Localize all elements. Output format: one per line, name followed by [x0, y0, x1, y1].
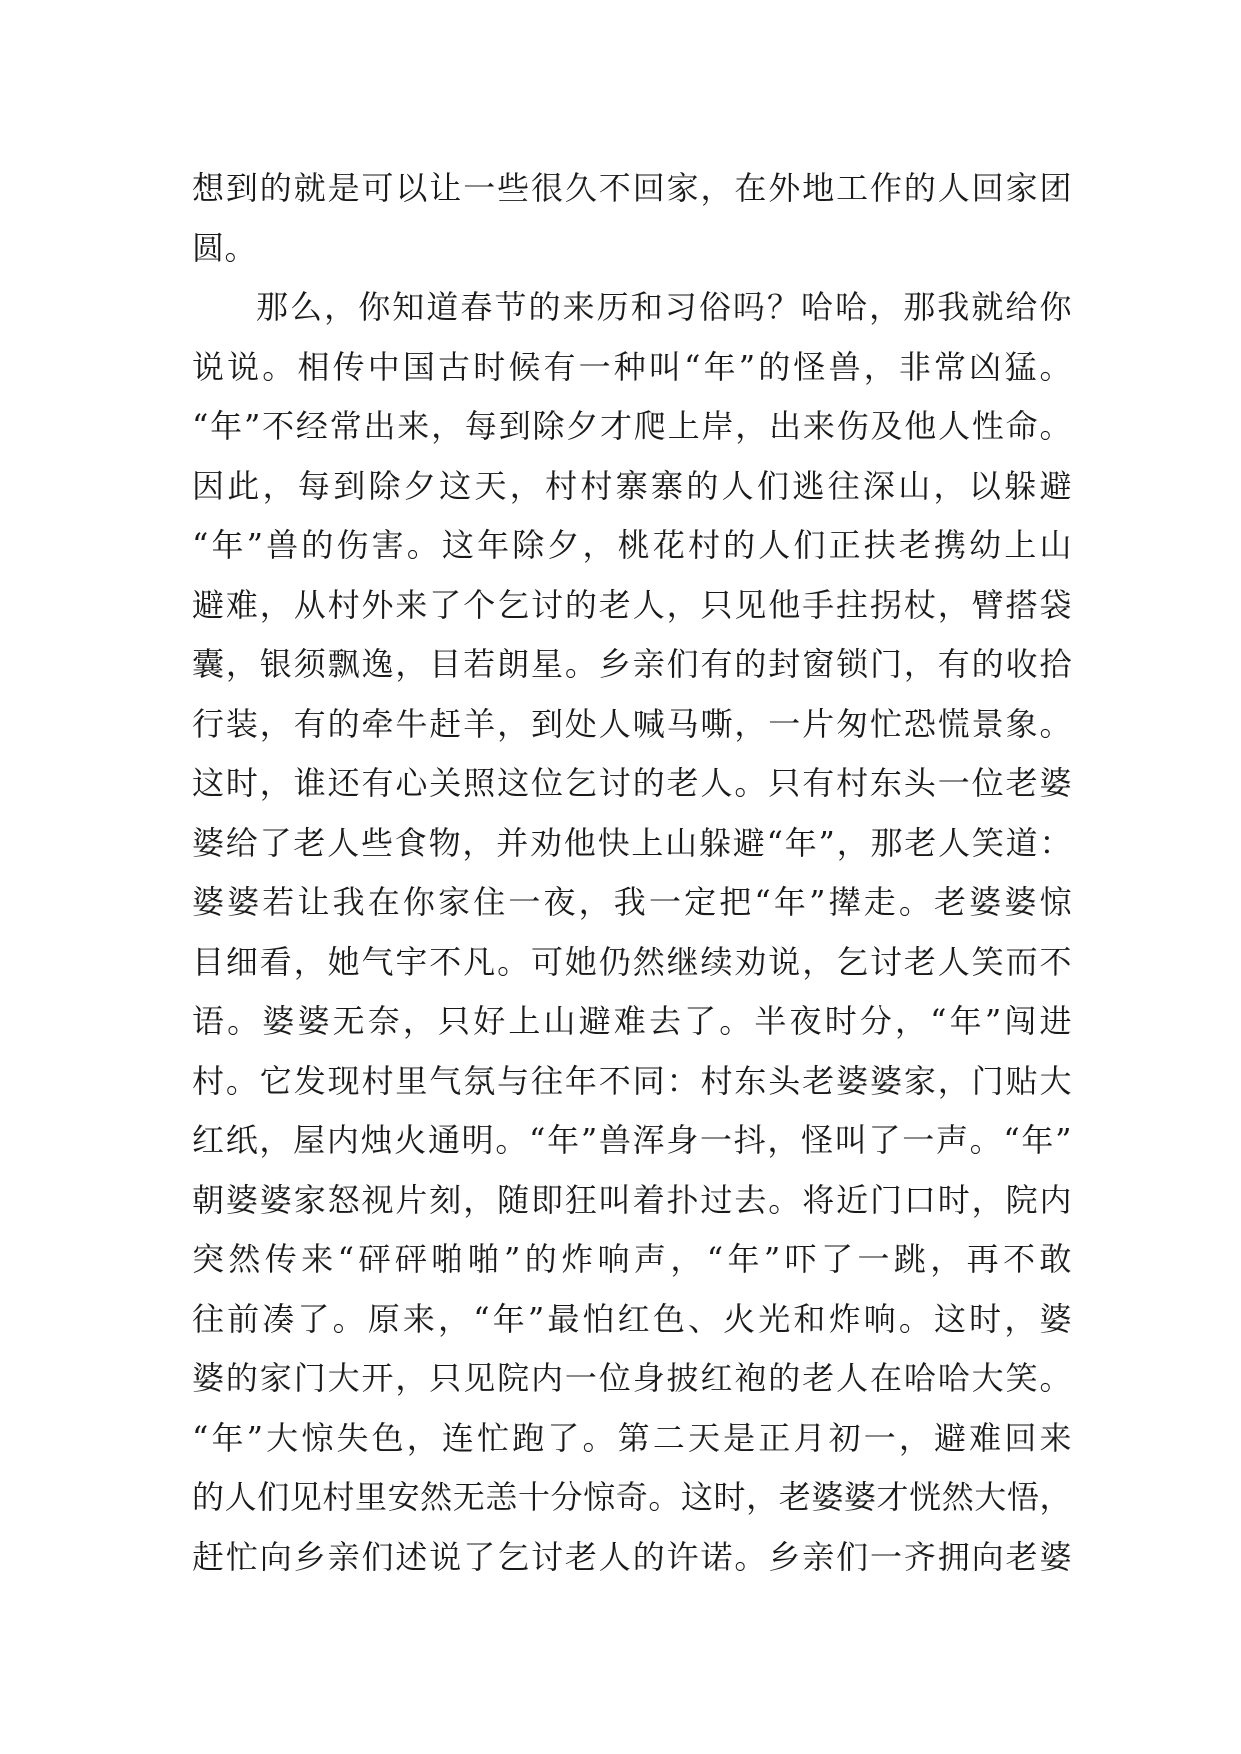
- text-line: 村。它发现村里气氛与往年不同：村东头老婆婆家，门贴大: [192, 1061, 1072, 1100]
- text-line: 那么，你知道春节的来历和习俗吗？哈哈，那我就给你: [256, 288, 1072, 326]
- text-line: “年”大惊失色，连忙跑了。第二天是正月初一，避难回来: [192, 1418, 1072, 1457]
- text-line: 赶忙向乡亲们述说了乞讨老人的许诺。乡亲们一齐拥向老婆: [192, 1537, 1072, 1576]
- text-line: 说说。相传中国古时候有一种叫“年”的怪兽，非常凶猛。: [192, 347, 1072, 386]
- text-line: 想到的就是可以让一些很久不回家，在外地工作的人回家团: [192, 169, 1072, 207]
- text-line: 婆的家门大开，只见院内一位身披红袍的老人在哈哈大笑。: [192, 1359, 1072, 1397]
- text-line: 突然传来“砰砰啪啪”的炸响声，“年”吓了一跳，再不敢: [192, 1240, 1072, 1278]
- text-line: 语。婆婆无奈，只好上山避难去了。半夜时分，“年”闯进: [192, 1002, 1072, 1040]
- text-line: “年”兽的伤害。这年除夕，桃花村的人们正扶老携幼上山: [192, 526, 1072, 564]
- text-line: 红纸，屋内烛火通明。“年”兽浑身一抖，怪叫了一声。“年”: [192, 1121, 1072, 1159]
- text-line: 囊，银须飘逸，目若朗星。乡亲们有的封窗锁门，有的收拾: [192, 645, 1072, 683]
- text-line: 圆。: [192, 228, 258, 267]
- text-line: 往前凑了。原来，“年”最怕红色、火光和炸响。这时，婆: [192, 1299, 1072, 1338]
- document-body: [192, 159, 1072, 1587]
- text-line: 因此，每到除夕这天，村村寨寨的人们逃往深山，以躲避: [192, 466, 1072, 505]
- text-line: 这时，谁还有心关照这位乞讨的老人。只有村东头一位老婆: [192, 764, 1072, 802]
- text-line: 婆婆若让我在你家住一夜，我一定把“年”撵走。老婆婆惊: [192, 883, 1072, 921]
- text-line: 行装，有的牵牛赶羊，到处人喊马嘶，一片匆忙恐慌景象。: [192, 704, 1072, 743]
- text-line: 婆给了老人些食物，并劝他快上山躲避“年”，那老人笑道：: [192, 823, 1072, 862]
- text-line: 避难，从村外来了个乞讨的老人，只见他手拄拐杖，臂搭袋: [192, 585, 1072, 624]
- text-line: “年”不经常出来，每到除夕才爬上岸，出来伤及他人性命。: [192, 407, 1072, 445]
- text-line: 朝婆婆家怒视片刻，随即狂叫着扑过去。将近门口时，院内: [192, 1180, 1072, 1219]
- text-line: 目细看，她气宇不凡。可她仍然继续劝说，乞讨老人笑而不: [192, 942, 1072, 981]
- text-line: 的人们见村里安然无恙十分惊奇。这时，老婆婆才恍然大悟，: [192, 1478, 1072, 1516]
